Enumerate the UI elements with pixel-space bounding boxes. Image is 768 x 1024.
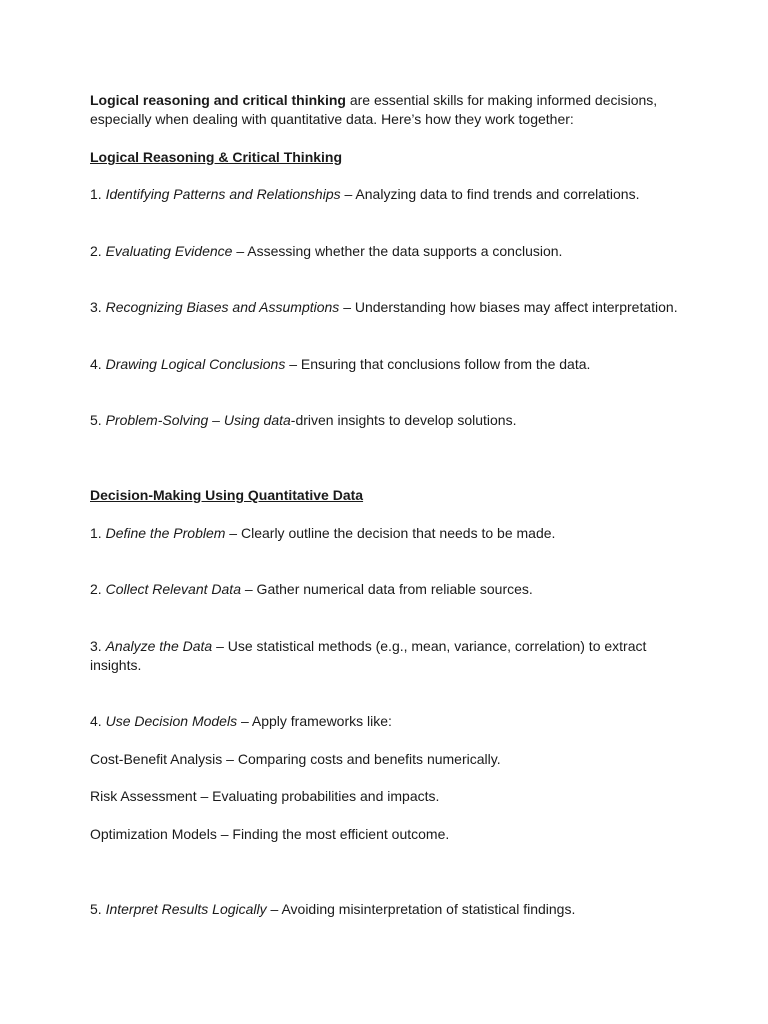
- intro-paragraph: [90, 91, 690, 129]
- item-term: Evaluating Evidence: [105, 243, 233, 259]
- item-description: – Understanding how biases may affect interpretation.: [339, 299, 678, 315]
- item-term: Problem-Solving – Using data: [105, 412, 291, 428]
- section1-item-4: [90, 355, 690, 374]
- item-term: Use Decision Models: [105, 713, 238, 729]
- item-term: Define the Problem: [105, 525, 226, 541]
- item-description: – Avoiding misinterpretation of statistical findings.: [266, 901, 576, 917]
- item-description: – Analyzing data to find trends and correlations.: [340, 186, 640, 202]
- item-number: 2.: [90, 581, 106, 597]
- section2-item-3: [90, 637, 650, 675]
- intro-text: are essential skills for making informed decisions, especially when dealing with quantitative data. Here’s how they work together:: [90, 92, 658, 127]
- section2-item-1: [90, 524, 690, 543]
- section1-item-3: [90, 298, 690, 317]
- item-number: 3.: [90, 299, 106, 315]
- item-number: 2.: [90, 243, 106, 259]
- framework-optimization: Optimization Models – Finding the most efficient outcome.: [90, 826, 450, 842]
- section1-item-1: [90, 185, 690, 204]
- item-description: – Gather numerical data from reliable sources.: [240, 581, 533, 597]
- item-description: – Assessing whether the data supports a conclusion.: [232, 243, 563, 259]
- section1-heading: Logical Reasoning & Critical Thinking: [90, 149, 343, 165]
- item-description: – Apply frameworks like:: [237, 713, 392, 729]
- item-number: 1.: [90, 186, 106, 202]
- item-description: -driven insights to develop solutions.: [290, 412, 517, 428]
- section2-item-4: [90, 712, 690, 731]
- item-description: – Use statistical methods (e.g., mean, variance, correlation) to extract insights.: [90, 638, 647, 673]
- item-number: 5.: [90, 901, 106, 917]
- item-term: Analyze the Data: [105, 638, 213, 654]
- section2-heading: Decision-Making Using Quantitative Data: [90, 487, 364, 503]
- item-term: Drawing Logical Conclusions: [105, 356, 286, 372]
- item-description: – Ensuring that conclusions follow from the data.: [285, 356, 591, 372]
- item-number: 4.: [90, 713, 106, 729]
- item-term: Recognizing Biases and Assumptions: [105, 299, 340, 315]
- section1-item-5: [90, 411, 690, 430]
- framework-cost-benefit: Cost-Benefit Analysis – Comparing costs and benefits numerically.: [90, 751, 501, 767]
- item-number: 1.: [90, 525, 106, 541]
- section1-item-2: [90, 242, 690, 261]
- framework-risk-assessment: Risk Assessment – Evaluating probabilities and impacts.: [90, 788, 440, 804]
- item-term: Interpret Results Logically: [105, 901, 267, 917]
- item-number: 4.: [90, 356, 106, 372]
- intro-bold-phrase: Logical reasoning and critical thinking: [90, 92, 346, 108]
- section2-item-5: [90, 900, 690, 919]
- item-number: 5.: [90, 412, 106, 428]
- section2-item-2: [90, 580, 690, 599]
- item-term: Identifying Patterns and Relationships: [105, 186, 341, 202]
- item-number: 3.: [90, 638, 106, 654]
- item-term: Collect Relevant Data: [105, 581, 241, 597]
- item-description: – Clearly outline the decision that needs to be made.: [225, 525, 556, 541]
